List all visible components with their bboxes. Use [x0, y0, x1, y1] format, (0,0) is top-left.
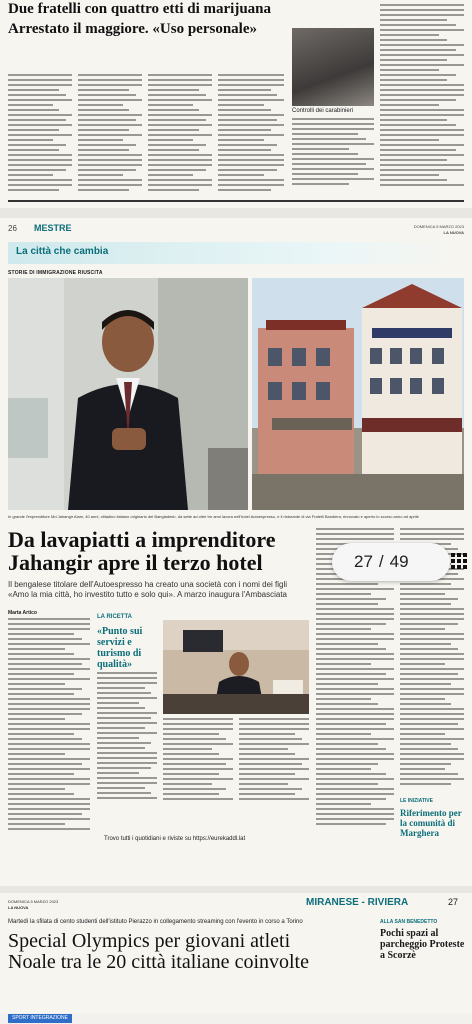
paper-name: LA NUOVA	[443, 230, 464, 235]
page-rule	[8, 200, 464, 202]
top-col-1	[8, 74, 72, 194]
bot-headline-line2: Noale tra le 20 città italiane coinvolte	[8, 951, 309, 973]
bot-date: DOMENICA 5 MARZO 2023	[8, 899, 59, 904]
credit-line: Trovo tutti i quotidiani e riviste su https://eurekaddl.lat	[104, 836, 246, 842]
ricetta-col-1	[97, 672, 157, 802]
grid-icon[interactable]	[449, 551, 469, 571]
top-col-6	[380, 4, 464, 189]
story-tag: STORIE DI IMMIGRAZIONE RIUSCITA	[8, 270, 103, 276]
bot-page-number: 27	[448, 897, 459, 907]
top-headline-line1: Due fratelli con quattro etti di marijuana	[8, 1, 272, 17]
current-page: 27	[354, 552, 373, 571]
newspaper-page-27	[0, 893, 472, 1024]
sub-headline: Il bengalese titolare dell'Autoespresso ha creato una società con i nomi dei figli «Amo la mia città, ho investito tutto e solo qui». A marzo inaugura l'Ambasciata	[8, 580, 288, 599]
page-header	[8, 224, 464, 238]
ricetta-col-2	[163, 718, 233, 803]
main-headline-line1: Da lavapiatti a imprenditore	[8, 527, 276, 552]
ricetta-label: LA RICETTA	[97, 614, 132, 620]
page-date: DOMENICA 5 MARZO 2023	[413, 224, 464, 229]
photo-caption: In grande l'imprenditore Md Jahangir Alam, 40 anni, cittadino italiano originario del Bangladesh, da sette ad oltre tre anni lavora nell'hotel Autoespresso, e il ristorante di via Fratelli Bandiera, rinnovato e aperto lo scorso anno ad aprile	[8, 514, 419, 519]
side-tag: LE INIZIATIVE	[400, 798, 433, 804]
section-name: MESTRE	[34, 223, 72, 233]
main-headline-line2: Jahangir apre il terzo hotel	[8, 550, 263, 576]
top-col-2	[78, 74, 142, 194]
article-col-1	[8, 618, 90, 833]
interview-illustration	[163, 620, 309, 714]
bot-headline	[8, 931, 378, 973]
bot-side-title: Pochi spazi al parcheggio Proteste a Scorzè	[380, 928, 465, 961]
section-title-bar	[8, 242, 464, 264]
top-headline-line2: Arrestato il maggiore. «Uso personale»	[8, 21, 257, 37]
page-number: 26	[8, 224, 17, 233]
bot-strip-tag: SPORT INTEGRAZIONE	[8, 1014, 72, 1023]
top-col-3	[148, 74, 212, 194]
top-col-5	[292, 118, 374, 188]
bot-side-tag: ALLA SAN BENEDETTO	[380, 919, 438, 925]
hotel-photo	[252, 278, 464, 510]
top-photo	[292, 28, 374, 106]
ricetta-box	[97, 614, 311, 814]
interview-photo	[163, 620, 309, 714]
main-headline	[8, 528, 308, 574]
grid-icon-svg	[449, 551, 469, 571]
bot-kicker: Martedì la sfilata di cento studenti dell'istituto Pierazzo in collegamento streaming con l'evento in corso a Torino	[8, 919, 303, 925]
top-col-4	[218, 74, 284, 194]
hotel-illustration	[252, 278, 464, 510]
ricetta-col-3	[239, 718, 309, 803]
page-counter[interactable]	[332, 543, 450, 581]
ricetta-title: «Punto sui servizi e turismo di qualità»	[97, 626, 143, 670]
bot-side	[380, 919, 470, 961]
total-pages: 49	[389, 552, 409, 571]
bot-headline-line1: Special Olympics per giovani atleti	[8, 930, 291, 952]
byline: Marta Artico	[8, 610, 37, 616]
bot-paper: LA NUOVA	[8, 905, 29, 910]
newspaper-page-top	[0, 0, 472, 208]
portrait-photo	[8, 278, 248, 510]
page-separator: /	[378, 552, 384, 571]
top-photo-caption: Controlli dei carabinieri	[292, 108, 354, 114]
side-title: Riferimento per la comunità di Marghera	[400, 808, 462, 838]
portrait-illustration	[8, 278, 248, 510]
bot-section-name: MIRANESE - RIVIERA	[306, 897, 409, 908]
side-column	[400, 798, 464, 838]
section-title: La città che cambia	[16, 246, 109, 257]
